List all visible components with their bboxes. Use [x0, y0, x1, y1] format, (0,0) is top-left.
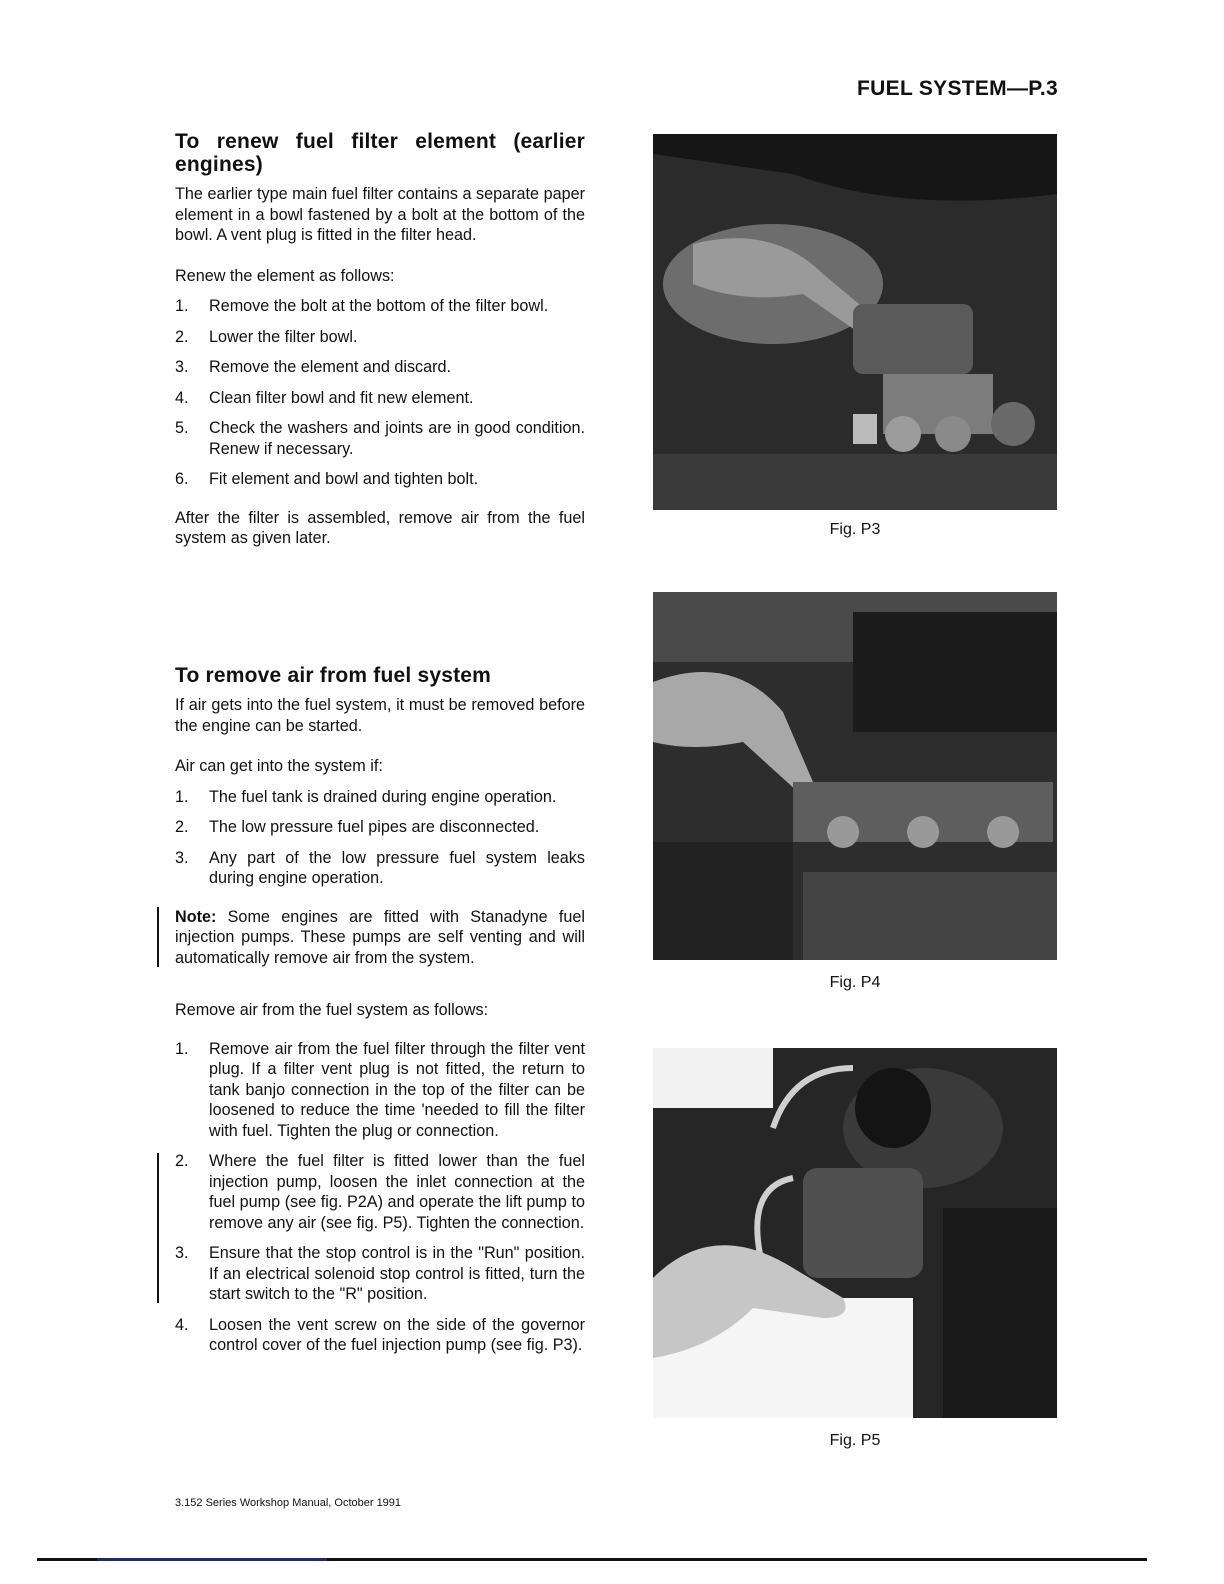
list-item: 1. Remove air from the fuel filter through the filter vent plug. If a filter vent plug is not fitted, the return to tank banjo connection in the top of the filter can be loosened to reduce the time 'needed to fill the filter with fuel. Tighten the plug or connection.	[175, 1039, 585, 1140]
change-bar	[157, 907, 159, 967]
list-item: 3. Remove the element and discard.	[175, 358, 452, 376]
note	[175, 907, 585, 969]
list-item: 5. Check the washers and joints are in good condition. Renew if necessary.	[175, 419, 585, 458]
page-header: FUEL SYSTEM—P.3	[857, 77, 1058, 100]
note-label: Note:	[175, 907, 217, 926]
paragraph: Remove air from the fuel system as follows:	[175, 1001, 489, 1019]
list-item: 2. Where the fuel filter is fitted lower than the fuel injection pump, loosen the inlet connection at the fuel pump (see fig. P2A) and operate the lift pump to remove any air (see fig. P5). Tighten the connection.	[175, 1151, 585, 1233]
change-bar	[157, 1245, 159, 1303]
list-item: 1. Remove the bolt at the bottom of the filter bowl.	[175, 297, 549, 315]
note-text: Some engines are fitted with Stanadyne fuel injection pumps. These pumps are self venting and will automatically remove air from the system.	[175, 907, 585, 967]
section-remove-air	[175, 664, 585, 1366]
list-item: 6. Fit element and bowl and tighten bolt.	[175, 470, 479, 488]
section-heading: To renew fuel filter element (earlier engines)	[175, 130, 585, 176]
section-renew-filter	[175, 130, 585, 549]
paragraph: The earlier type main fuel filter contains a separate paper element in a bowl fastened by a bolt at the bottom of the bowl. A vent plug is fitted in the filter head.	[175, 185, 585, 244]
figure-caption: Fig. P4	[829, 974, 881, 991]
procedure-list	[175, 1039, 585, 1356]
list-item: 4. Clean filter bowl and fit new element.	[175, 388, 474, 407]
list-item: 3. Ensure that the stop control is in the "Run" position. If an electrical solenoid stop control is fitted, turn the start switch to the "R" position.	[175, 1243, 585, 1305]
page-footer: 3.152 Series Workshop Manual, October 1991	[175, 1497, 402, 1509]
paragraph: Air can get into the system if:	[175, 757, 383, 775]
list-item: 1. The fuel tank is drained during engine operation.	[175, 787, 557, 806]
bottom-rule	[37, 1558, 1147, 1561]
figure-p3-photo	[653, 134, 1057, 510]
list-item: 3. Any part of the low pressure fuel system leaks during engine operation.	[175, 848, 585, 887]
paragraph: If air gets into the fuel system, it must be removed before the engine can be started.	[175, 696, 585, 735]
step-list	[175, 296, 585, 490]
change-bar	[157, 1153, 159, 1251]
figure-p5-photo	[653, 1048, 1057, 1418]
list-item: 2. Lower the filter bowl.	[175, 327, 358, 346]
figure-caption: Fig. P3	[829, 521, 881, 538]
figure-caption: Fig. P5	[829, 1432, 881, 1449]
list-item: 4. Loosen the vent screw on the side of the governor control cover of the fuel injection pump (see fig. P3).	[175, 1315, 585, 1354]
list-item: 2. The low pressure fuel pipes are disconnected.	[175, 818, 540, 836]
section-heading: To remove air from fuel system	[175, 664, 492, 687]
paragraph: Renew the element as follows:	[175, 266, 395, 285]
cause-list	[175, 787, 585, 889]
figure-p4-photo	[653, 592, 1057, 960]
paragraph: After the filter is assembled, remove air from the fuel system as given later.	[175, 508, 585, 547]
